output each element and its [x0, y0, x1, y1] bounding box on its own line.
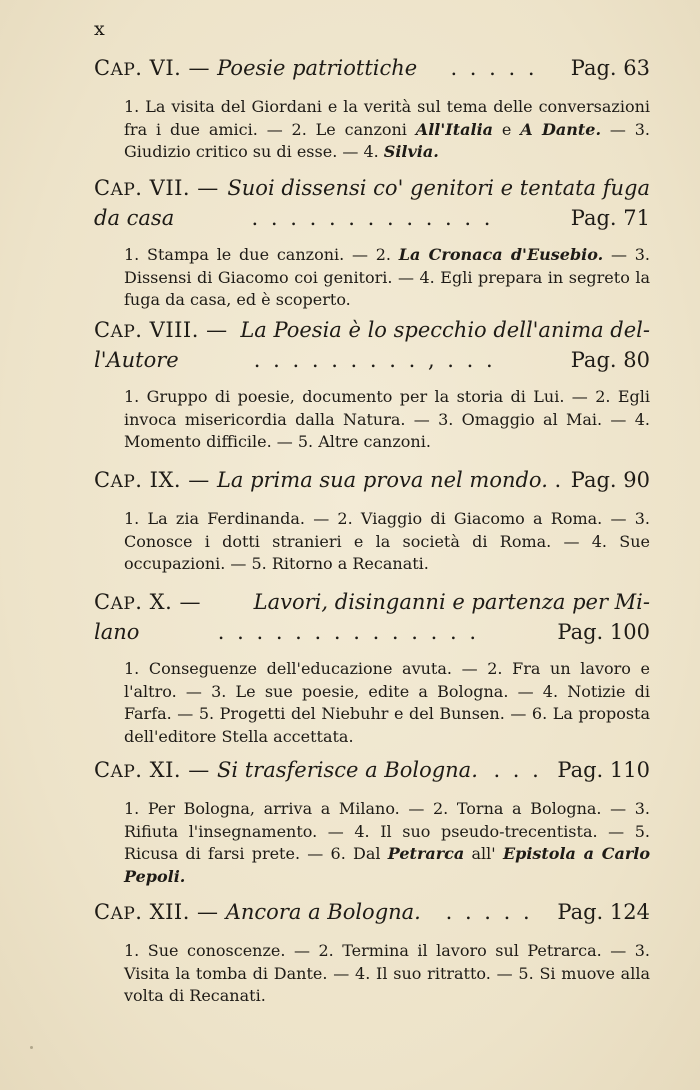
chapter-label: CAP. IX. —: [94, 468, 217, 492]
chapter-6: [94, 54, 650, 164]
chapter-page-ref: Pag. 124: [557, 900, 650, 924]
page-number: x: [94, 18, 106, 40]
summary-text: 1. Per Bologna, arriva a Milano. — 2. Torna a Bologna. — 3. Rifiuta l'insegnamento. — 4. Il suo pseudo-trecentista. — 5. Ricusa di farsi prete. — 6. Dal: [124, 799, 650, 863]
summary-italic-text: A Dante.: [520, 119, 602, 139]
chapter-title: Poesie patriottiche: [217, 56, 418, 80]
chapter-summary: [94, 940, 650, 1008]
summary-italic-text: Silvia.: [383, 142, 439, 161]
chapter-page-ref: Pag. 80: [570, 348, 650, 372]
summary-text: 1. La visita del Giordani e la verità sul tema delle conversazioni fra i due amici. — 2. Le canzoni: [124, 97, 650, 139]
chapter-title-line-1: Suoi dissensi co' genitori e tentata fuga: [227, 176, 650, 200]
chapter-heading: [94, 466, 650, 496]
chapter-title-line-1: Lavori, disinganni e partenza per Mi-: [253, 590, 650, 614]
chapter-title-line-2: l'Autore: [94, 348, 179, 372]
chapter-heading: [94, 588, 650, 646]
chapter-12: [94, 898, 650, 1008]
summary-text: e: [493, 119, 521, 139]
chapter-title: Ancora a Bologna.: [225, 900, 421, 924]
summary-text: 1. Sue conoscenze. — 2. Termina il lavoro sul Petrarca. — 3. Visita la tomba di Dante. — 4. Il suo ritratto. — 5. Si muove alla volta di Recanati.: [124, 941, 650, 1005]
chapter-title: Si trasferisce a Bologna.: [216, 758, 478, 782]
chapter-page-ref: Pag. 110: [557, 758, 650, 782]
chapter-label: CAP. VII. —: [94, 176, 219, 200]
chapter-10: [94, 588, 650, 748]
chapter-page-ref: Pag. 63: [570, 56, 650, 80]
chapter-heading: [94, 316, 650, 374]
chapter-summary: [94, 96, 650, 164]
chapter-summary: [94, 798, 650, 888]
chapter-summary: [94, 508, 650, 576]
summary-text: 1. La zia Ferdinanda. — 2. Viaggio di Giacomo a Roma. — 3. Conosce i dotti stranieri e la società di Roma. — 4. Sue occupazioni. — 5. Ritorno a Recanati.: [124, 509, 650, 573]
leader-dots: . . . . . . . . . . . . . .: [217, 620, 480, 644]
chapter-summary: [94, 386, 650, 454]
chapter-summary: [94, 658, 650, 748]
chapter-7: [94, 174, 650, 312]
chapter-title-line-2: lano: [94, 620, 140, 644]
summary-italic-text: All'Italia: [415, 119, 494, 139]
paper-speck: [30, 1046, 33, 1049]
leader-dots: . . . . . . . . . , . . .: [253, 348, 496, 372]
chapter-page-ref: Pag. 90: [570, 468, 650, 492]
chapter-title-line-1: La Poesia è lo specchio dell'anima del-: [240, 318, 650, 342]
summary-text: 1. Stampa le due canzoni. — 2.: [124, 245, 399, 264]
chapter-label: CAP. X. —: [94, 590, 201, 614]
leader-dots: . . . . .: [445, 900, 533, 924]
leader-dots: .: [554, 468, 565, 492]
chapter-11: [94, 756, 650, 888]
leader-dots: . . .: [493, 758, 542, 782]
chapter-heading: [94, 898, 650, 928]
chapter-title: La prima sua prova nel mondo.: [216, 468, 548, 492]
chapter-label: CAP. XI. —: [94, 758, 217, 782]
chapter-page-ref: Pag. 71: [570, 206, 650, 230]
chapter-heading: [94, 174, 650, 232]
chapter-summary: [94, 244, 650, 312]
chapter-9: [94, 466, 650, 576]
summary-italic-text: Epistola a Carlo Pepoli.: [124, 844, 651, 886]
summary-text: — 3. Giudizio critico su di esse. — 4.: [124, 119, 651, 161]
summary-text: 1. Conseguenze dell'educazione avuta. — 2. Fra un lavoro e l'altro. — 3. Le sue poesie, edite a Bologna. — 4. Notizie di Farfa. — 5. Progetti del Niebuhr e del Bunsen. — 6. La proposta dell'editore Stella accettata.: [124, 659, 650, 746]
leader-dots: . . . . .: [450, 56, 538, 80]
chapter-label: CAP. VI. —: [94, 56, 218, 80]
summary-text: — 3. Dissensi di Giacomo coi genitori. — 4. Egli prepara in segreto la fuga da casa, ed è scoperto.: [124, 245, 651, 309]
leader-dots: . . . . . . . . . . . . .: [251, 206, 494, 230]
chapter-heading: [94, 54, 650, 84]
summary-text: all': [464, 844, 503, 863]
chapter-page-ref: Pag. 100: [557, 620, 650, 644]
summary-text: 1. Gruppo di poesie, documento per la storia di Lui. — 2. Egli invoca misericordia dalla Natura. — 3. Omaggio al Mai. — 4. Momento difficile. — 5. Altre canzoni.: [124, 387, 650, 451]
chapter-title-line-2: da casa: [94, 206, 175, 230]
chapter-label: CAP. XII. —: [94, 900, 226, 924]
chapter-8: [94, 316, 650, 454]
summary-italic-text: La Cronaca d'Eusebio.: [398, 245, 604, 264]
summary-italic-text: Petrarca: [387, 844, 465, 863]
chapter-heading: [94, 756, 650, 786]
chapter-label: CAP. VIII. —: [94, 318, 228, 342]
